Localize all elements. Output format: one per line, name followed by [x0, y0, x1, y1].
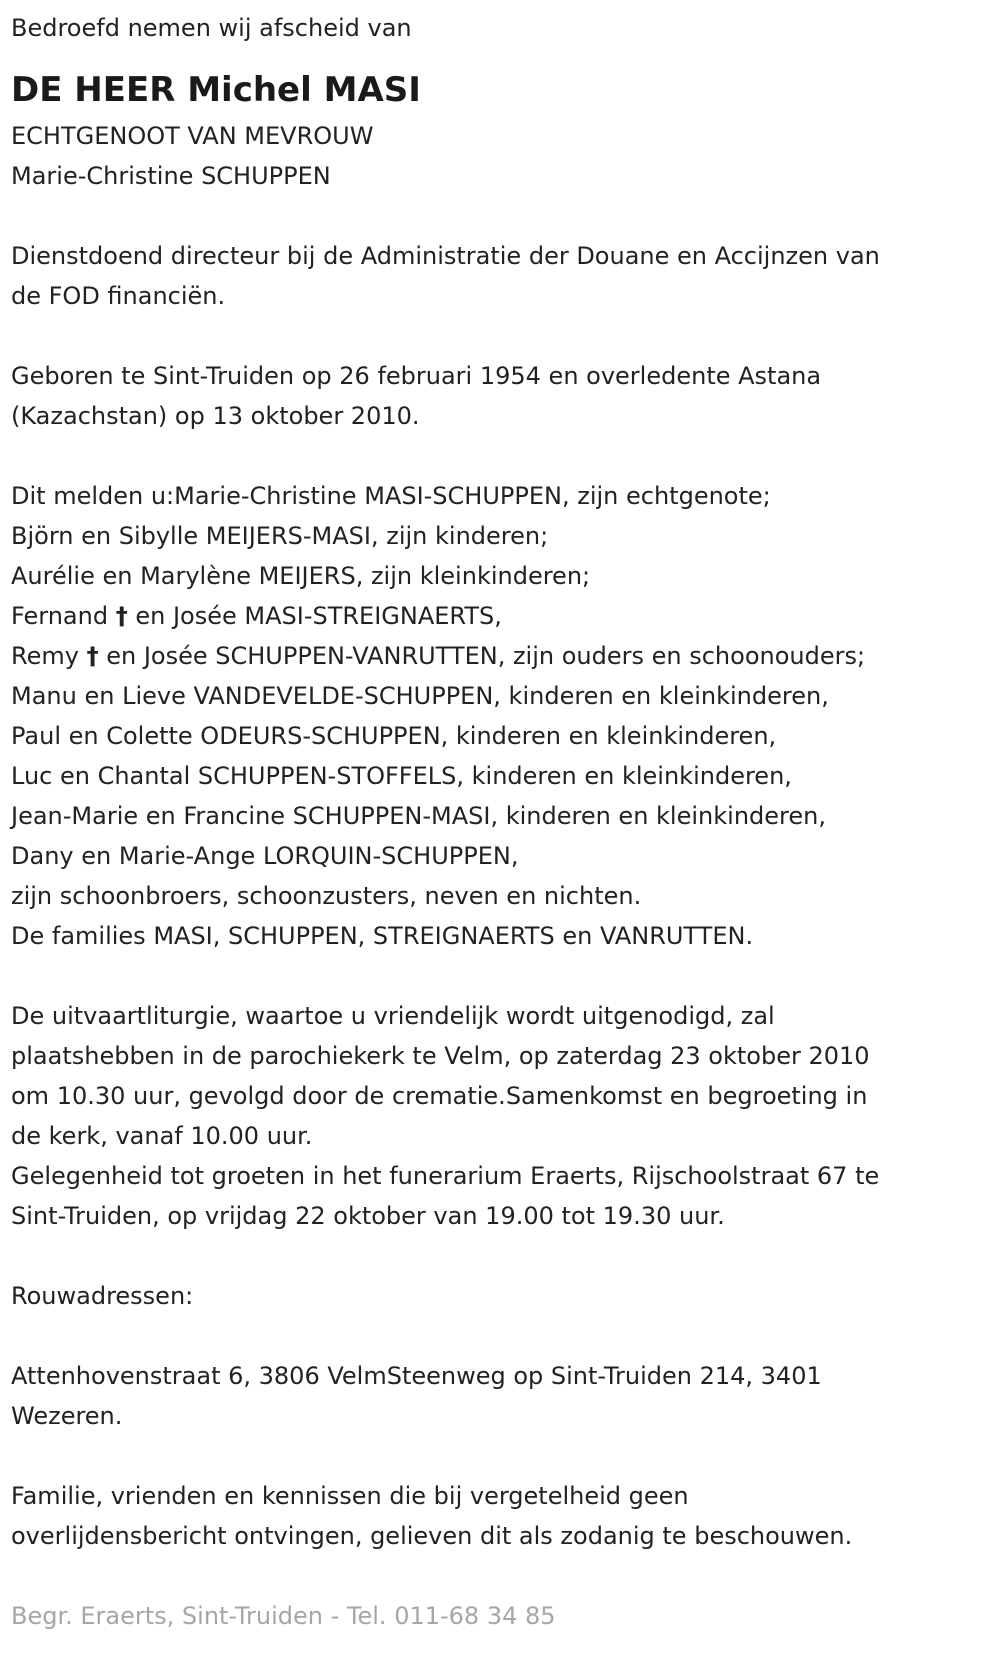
closing-line: Familie, vrienden en kennissen die bij vergetelheid geen — [11, 1482, 689, 1510]
intro-text: Bedroefd nemen wij afscheid van — [11, 14, 412, 42]
closing-line: overlijdensbericht ontvingen, gelieven dit als zodanig te beschouwen. — [11, 1522, 853, 1550]
function-line: de FOD financiën. — [11, 282, 226, 310]
deceased-name: DE HEER Michel MASI — [11, 70, 421, 110]
addresses-label: Rouwadressen: — [11, 1282, 194, 1310]
funeral-home-footer: Begr. Eraerts, Sint-Truiden - Tel. 011-68 34 85 — [11, 1602, 556, 1630]
family-line: Aurélie en Marylène MEIJERS, zijn kleinkinderen; — [11, 562, 591, 590]
funeral-line: plaatshebben in de parochiekerk te Velm, op zaterdag 23 oktober 2010 — [11, 1042, 870, 1070]
address-line: Wezeren. — [11, 1402, 123, 1430]
funeral-line: Gelegenheid tot groeten in het funerarium Eraerts, Rijschoolstraat 67 te — [11, 1162, 880, 1190]
family-line: Dit melden u:Marie-Christine MASI-SCHUPPEN, zijn echtgenote; — [11, 482, 771, 510]
family-line: Manu en Lieve VANDEVELDE-SCHUPPEN, kinderen en kleinkinderen, — [11, 682, 829, 710]
cross-icon: † — [115, 602, 128, 630]
family-member-rest: en Josée MASI-STREIGNAERTS, — [135, 602, 502, 630]
funeral-line: De uitvaartliturgie, waartoe u vriendelijk wordt uitgenodigd, zal — [11, 1002, 775, 1030]
family-member-name: Fernand — [11, 602, 109, 630]
funeral-line: de kerk, vanaf 10.00 uur. — [11, 1122, 313, 1150]
birth-death-line: Geboren te Sint-Truiden op 26 februari 1954 en overledente Astana — [11, 362, 822, 390]
spouse-line-1: ECHTGENOOT VAN MEVROUW — [11, 122, 374, 150]
family-line: Luc en Chantal SCHUPPEN-STOFFELS, kinderen en kleinkinderen, — [11, 762, 792, 790]
cross-icon: † — [86, 642, 99, 670]
funeral-line: Sint-Truiden, op vrijdag 22 oktober van 19.00 tot 19.30 uur. — [11, 1202, 725, 1230]
function-line: Dienstdoend directeur bij de Administratie der Douane en Accijnzen van — [11, 242, 880, 270]
family-member-rest: en Josée SCHUPPEN-VANRUTTEN, zijn ouders en schoonouders; — [106, 642, 866, 670]
family-line: Björn en Sibylle MEIJERS-MASI, zijn kinderen; — [11, 522, 549, 550]
family-line: Jean-Marie en Francine SCHUPPEN-MASI, kinderen en kleinkinderen, — [11, 802, 826, 830]
spouse-line-2: Marie-Christine SCHUPPEN — [11, 162, 331, 190]
family-line: zijn schoonbroers, schoonzusters, neven en nichten. — [11, 882, 642, 910]
family-line: Paul en Colette ODEURS-SCHUPPEN, kinderen en kleinkinderen, — [11, 722, 777, 750]
birth-death-line: (Kazachstan) op 13 oktober 2010. — [11, 402, 420, 430]
family-line: Dany en Marie-Ange LORQUIN-SCHUPPEN, — [11, 842, 519, 870]
family-member-name: Remy — [11, 642, 79, 670]
family-line — [11, 596, 1000, 636]
funeral-line: om 10.30 uur, gevolgd door de crematie.Samenkomst en begroeting in — [11, 1082, 868, 1110]
family-line — [11, 636, 1000, 676]
address-line: Attenhovenstraat 6, 3806 VelmSteenweg op Sint-Truiden 214, 3401 — [11, 1362, 822, 1390]
family-line: De families MASI, SCHUPPEN, STREIGNAERTS en VANRUTTEN. — [11, 922, 754, 950]
